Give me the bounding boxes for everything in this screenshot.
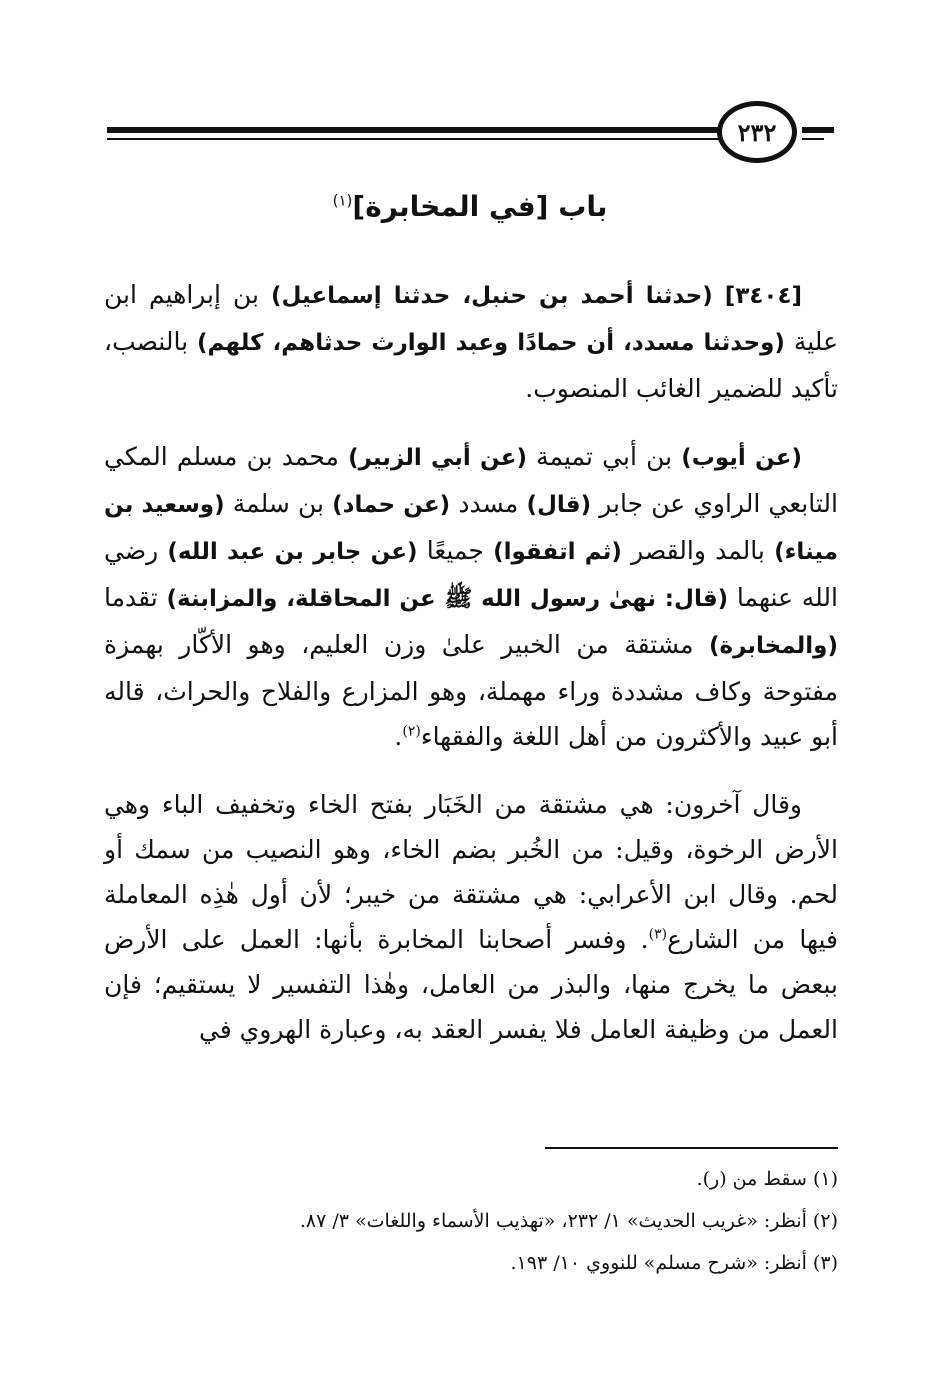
header-rule-right-thin	[802, 138, 824, 140]
hadith-text: (عن حماد)	[332, 492, 451, 518]
hadith-text: (عن أيوب)	[681, 445, 802, 471]
hadith-text: (قال: نهىٰ رسول الله ﷺ عن المحاقلة، والمزابنة)	[166, 586, 729, 612]
header-rule-thin	[107, 138, 722, 140]
commentary-text: مسدد	[450, 489, 527, 518]
commentary-text: تقدما	[104, 583, 167, 612]
hadith-text: (والمخابرة)	[709, 633, 838, 659]
header-rule-right	[802, 127, 834, 133]
chapter-title-footnote-ref: (١)	[332, 191, 353, 210]
chapter-title	[120, 190, 820, 223]
main-text	[104, 272, 838, 1075]
commentary-text: بن أبي تميمة	[526, 442, 682, 471]
chapter-title-text: باب [في المخابرة]	[352, 190, 608, 223]
hadith-text: (وسعيد بن ميناء)	[104, 492, 838, 565]
footnotes	[120, 1158, 838, 1284]
paragraph	[104, 782, 838, 1052]
footnote-ref: (٣)	[648, 926, 668, 943]
commentary-text: بالمد والقصر	[621, 536, 775, 565]
hadith-text: (وحدثنا مسدد، أن حمادًا وعبد الوارث حدثاهم، كلهم)	[196, 330, 785, 356]
commentary-text: بالنصب، تأكيد للضمير الغائب المنصوب.	[104, 327, 838, 403]
footnote-separator	[545, 1147, 838, 1149]
footnote: (١) سقط من (ر).	[696, 1168, 838, 1190]
commentary-text: . وفسر أصحابنا المخابرة بأنها: العمل على الأرض ببعض ما يخرج منها، والبذر من العامل، وهٰذا التفسير لا يستقيم؛ فإن العمل من وظيفة العامل فلا يفسر العقد به، وعبارة الهروي في	[104, 925, 838, 1044]
footnote-ref: (٢)	[402, 723, 421, 740]
page-number: ٢٣٢	[717, 101, 797, 163]
footnote: (٣) أنظر: «شرح مسلم» للنووي ١٠/ ١٩٣.	[510, 1252, 838, 1274]
commentary-text: رضي الله عنهما	[104, 536, 838, 612]
hadith-text: [٣٤٠٤] (حدثنا أحمد بن حنبل، حدثنا إسماعيل)	[270, 283, 802, 309]
commentary-text: مشتقة من الخبير علىٰ وزن العليم، وهو الأكّار بهمزة مفتوحة وكاف مشددة وراء مهملة، وهو المزارع والفلاح والحراث، قاله أبو عبيد والأكثرون من أهل اللغة والفقهاء	[104, 630, 838, 751]
commentary-text: بن سلمة	[224, 489, 333, 518]
hadith-text: (عن أبي الزبير)	[348, 445, 527, 471]
commentary-text: بن إبراهيم ابن علية	[104, 280, 838, 356]
commentary-text: وقال آخرون: هي مشتقة من الخَبَار بفتح الخاء وتخفيف الباء وهي الأرض الرخوة، وقيل: من الخُبر بضم الخاء، وهو النصيب من سمك أو لحم. وقال ابن الأعرابي: هي مشتقة من خيبر؛ لأن أول هٰذِه المعاملة فيها من الشارع	[104, 790, 838, 954]
hadith-text: (قال)	[526, 492, 592, 518]
paragraph	[104, 434, 838, 759]
hadith-text: (عن جابر بن عبد الله)	[167, 539, 418, 565]
footnote: (٢) أنظر: «غريب الحديث» ١/ ٢٣٢، «تهذيب الأسماء واللغات» ٣/ ٨٧.	[299, 1210, 838, 1232]
hadith-text: (ثم اتفقوا)	[493, 539, 622, 565]
paragraph	[104, 272, 838, 411]
commentary-text: محمد بن مسلم المكي التابعي الراوي عن جابر	[104, 442, 838, 518]
header-rule	[107, 127, 722, 133]
commentary-text: .	[394, 722, 403, 751]
commentary-text: جميعًا	[417, 536, 494, 565]
